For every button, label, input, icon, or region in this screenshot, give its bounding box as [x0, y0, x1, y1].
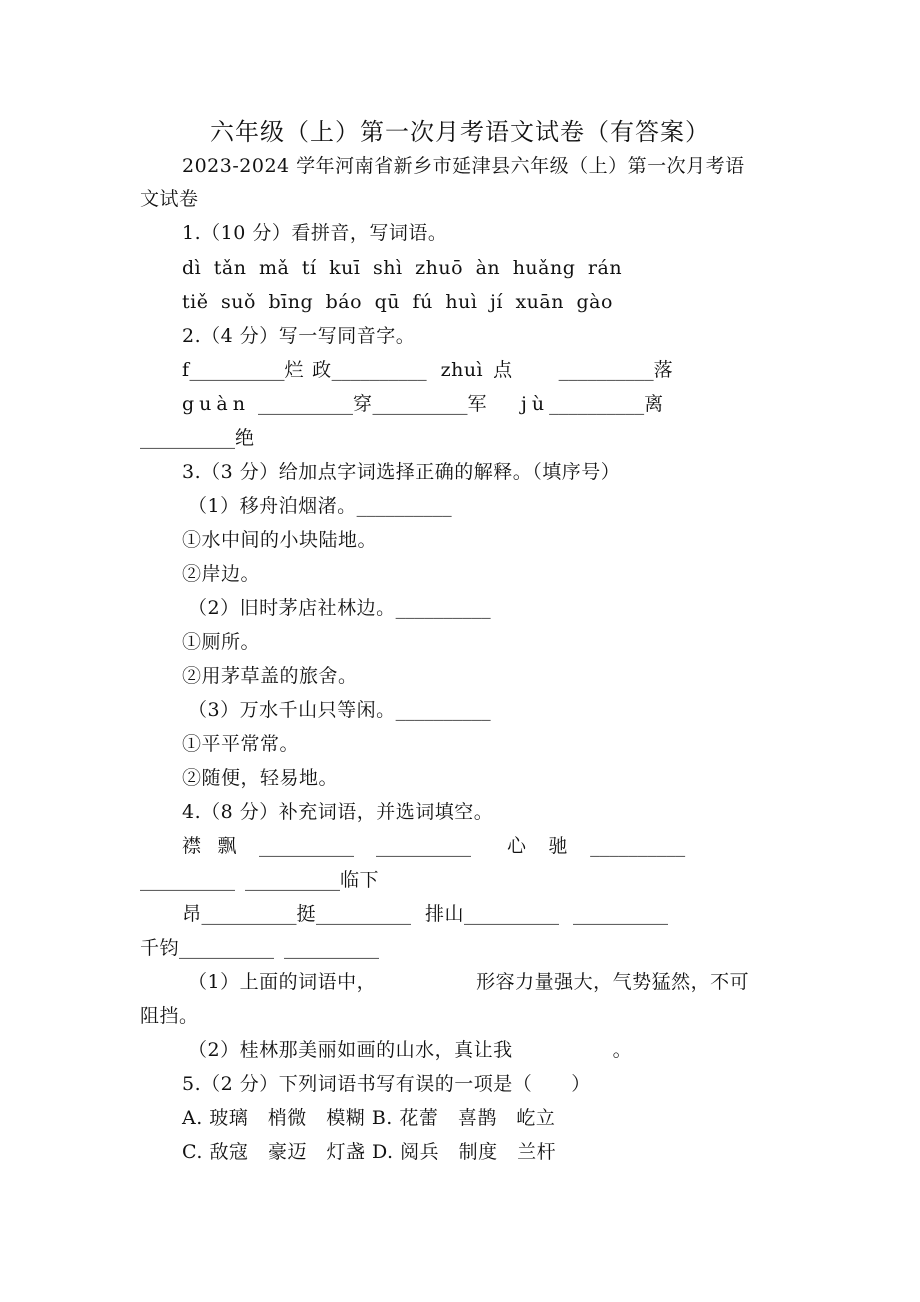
q5-options-ab: A. 玻璃 梢微 模糊 B. 花蕾 喜鹊 屹立 — [182, 1107, 556, 1129]
answer-blank[interactable]: __________ — [549, 393, 645, 415]
q4-r2-a: 临下 — [340, 869, 380, 891]
q4-p1-b: 形容力量强大，气势猛然，不可 — [476, 971, 750, 993]
q3-heading: 3.（3 分）给加点字词选择正确的解释。（填序号） — [182, 461, 621, 483]
answer-blank[interactable]: __________ — [201, 903, 297, 925]
q3-sentence2 — [188, 595, 491, 621]
answer-blank[interactable]: __________ — [376, 835, 472, 857]
answer-blank[interactable]: __________ — [140, 869, 235, 891]
q2-r3-a: 绝 — [235, 427, 255, 449]
q3-s3-option1: ①平平常常。 — [182, 733, 300, 755]
q5-heading: 5.（2 分）下列词语书写有误的一项是（ ） — [182, 1073, 591, 1095]
q4-r1-a: 襟 — [182, 835, 202, 857]
q5-options-cd: C. 敌寇 豪迈 灯盏 D. 阅兵 制度 兰杆 — [182, 1141, 557, 1163]
q2-r2-d: jù — [521, 393, 550, 415]
q4-r1-c: 心 — [507, 835, 527, 857]
answer-blank[interactable]: __________ — [189, 359, 285, 381]
answer-blank[interactable]: __________ — [590, 835, 686, 857]
q2-r1-d: 点 — [493, 359, 513, 381]
q4-p1-a: （1）上面的词语中， — [188, 971, 377, 993]
answer-blank[interactable]: __________ — [259, 835, 355, 857]
q2-r1-a: 烂 — [284, 359, 305, 381]
answer-blank[interactable]: __________ — [395, 597, 491, 619]
q4-r1-b: 飘 — [217, 835, 238, 857]
answer-blank[interactable]: __________ — [395, 699, 491, 721]
q3-s2-text: （2）旧时茅店社林边。 — [188, 597, 396, 619]
answer-blank[interactable]: __________ — [316, 903, 412, 925]
answer-blank[interactable]: __________ — [356, 495, 452, 517]
q2-r1-prefix: f — [182, 359, 190, 381]
q2-r1-e: 落 — [653, 359, 674, 381]
q4-prompt1-cont: 阻挡。 — [140, 1005, 199, 1027]
q1-pinyin-row1: dì tǎn mǎ tí kuī shì zhuō àn huǎng rán — [182, 257, 623, 279]
q3-s1-text: （1）移舟泊烟渚。 — [188, 495, 357, 517]
q4-p2-a: （2）桂林那美丽如画的山水，真让我 — [188, 1039, 513, 1061]
q3-s1-option1: ①水中间的小块陆地。 — [182, 529, 378, 551]
page-title: 六年级（上）第一次月考语文试卷（有答案） — [210, 118, 710, 146]
q4-r1-d: 驰 — [548, 835, 569, 857]
q2-row3 — [140, 425, 255, 451]
answer-blank[interactable]: __________ — [179, 937, 275, 959]
q2-heading: 2.（4 分）写一写同音字。 — [182, 325, 416, 347]
subtitle-line1: 2023-2024 学年河南省新乡市延津县六年级（上）第一次月考语 — [182, 155, 745, 177]
q1-heading: 1.（10 分）看拼音，写词语。 — [182, 222, 448, 244]
answer-blank[interactable]: __________ — [464, 903, 560, 925]
q4-prompt1 — [188, 969, 749, 995]
q2-row2 — [182, 391, 664, 417]
q3-s1-option2: ②岸边。 — [182, 563, 261, 585]
q4-prompt2 — [188, 1037, 632, 1063]
q4-r4-a: 千钧 — [140, 937, 180, 959]
q4-row1 — [182, 833, 685, 859]
q2-r2-a: guàn — [182, 393, 250, 415]
q2-r1-c: zhuì — [440, 359, 484, 381]
q4-r3-a: 昂 — [182, 903, 202, 925]
answer-blank[interactable]: __________ — [245, 869, 340, 891]
q4-row3 — [182, 901, 668, 927]
q4-heading: 4.（8 分）补充词语，并选词填空。 — [182, 801, 494, 823]
answer-blank[interactable]: __________ — [140, 427, 235, 449]
q4-r3-b: 挺 — [296, 903, 317, 925]
q2-row1 — [182, 357, 673, 383]
answer-blank[interactable]: __________ — [573, 903, 669, 925]
q2-r2-c: 军 — [467, 393, 487, 415]
q3-sentence1 — [188, 493, 452, 519]
q4-row4 — [140, 935, 379, 961]
answer-blank[interactable]: __________ — [372, 393, 468, 415]
answer-blank[interactable]: __________ — [257, 393, 353, 415]
answer-blank[interactable]: __________ — [284, 937, 380, 959]
q4-row2 — [140, 867, 379, 893]
q4-r3-c: 排山 — [425, 903, 465, 925]
q2-r2-b: 穿 — [352, 393, 373, 415]
q3-s3-text: （3）万水千山只等闲。 — [188, 699, 396, 721]
q1-pinyin-row2: tiě suǒ bīng báo qū fú huì jí xuān gào — [182, 291, 613, 313]
answer-blank[interactable]: __________ — [331, 359, 427, 381]
q3-sentence3 — [188, 697, 491, 723]
q4-p2-b: 。 — [612, 1039, 633, 1061]
q2-r1-b: 政 — [312, 359, 332, 381]
q3-s2-option2: ②用茅草盖的旅舍。 — [182, 665, 358, 687]
subtitle-line2: 文试卷 — [140, 188, 199, 210]
answer-blank[interactable]: __________ — [558, 359, 654, 381]
q3-s3-option2: ②随便，轻易地。 — [182, 767, 339, 789]
q3-s2-option1: ①厕所。 — [182, 631, 261, 653]
q2-r2-e: 离 — [644, 393, 664, 415]
